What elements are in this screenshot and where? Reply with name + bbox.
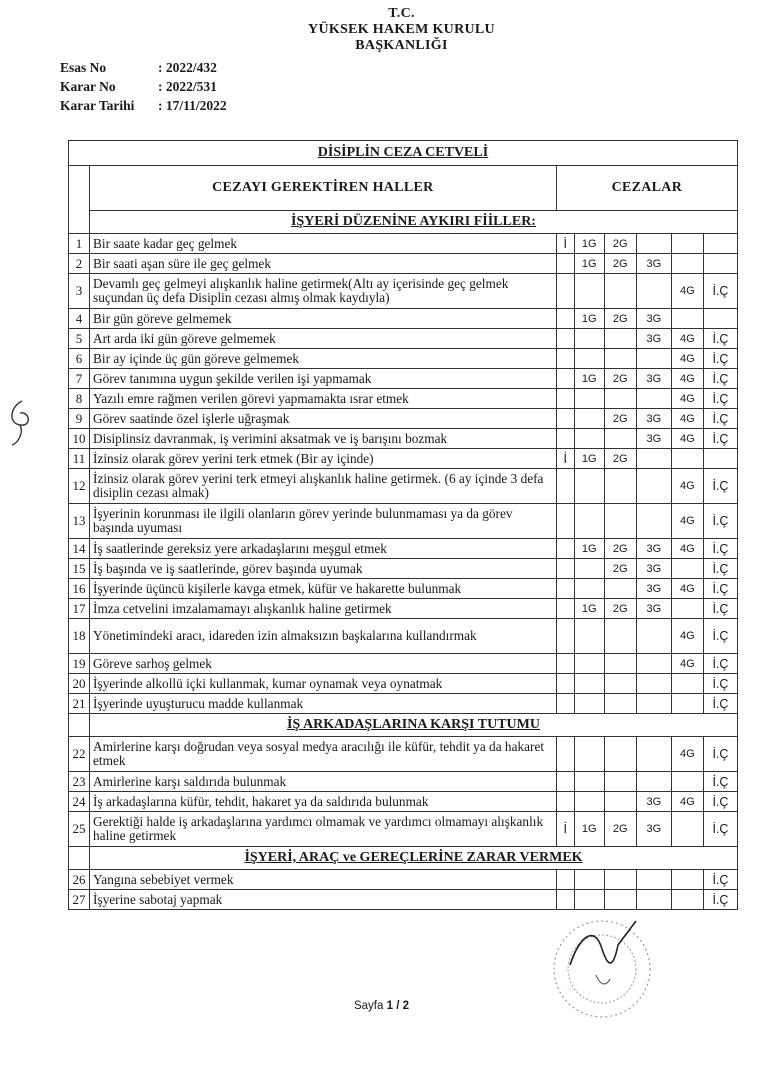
row-description: Göreve sarhoş gelmek <box>90 654 557 674</box>
penalty-cell <box>574 274 604 309</box>
row-description: Yazılı emre rağmen verilen görevi yapmamakta ısrar etmek <box>90 389 557 409</box>
penalty-cell <box>604 694 636 714</box>
penalty-cell <box>574 469 604 504</box>
table-row <box>69 274 738 309</box>
page-current: 1 <box>386 1000 393 1012</box>
row-number: 7 <box>69 369 90 389</box>
page-number <box>0 1000 763 1012</box>
column-header-cases: CEZAYI GEREKTİREN HALLER <box>90 166 557 211</box>
penalty-cell: 4G <box>671 579 703 599</box>
penalty-cell: 4G <box>671 469 703 504</box>
row-number: 1 <box>69 234 90 254</box>
penalty-cell <box>574 559 604 579</box>
section-row <box>69 714 738 737</box>
penalty-cell <box>574 619 604 654</box>
table-row <box>69 772 738 792</box>
penalty-cell <box>604 870 636 890</box>
penalty-cell <box>671 694 703 714</box>
row-description: İşyerinde uyuşturucu madde kullanmak <box>90 694 557 714</box>
penalty-cell: 1G <box>574 599 604 619</box>
row-description: Bir gün göreve gelmemek <box>90 309 557 329</box>
penalty-cell <box>556 409 574 429</box>
penalty-cell: İ.Ç <box>703 737 737 772</box>
penalty-cell: İ.Ç <box>703 599 737 619</box>
penalty-cell: 3G <box>636 409 671 429</box>
penalty-cell: İ <box>556 449 574 469</box>
section-spacer <box>69 211 90 234</box>
penalty-cell <box>556 349 574 369</box>
header-spacer <box>69 166 90 211</box>
row-number: 2 <box>69 254 90 274</box>
row-description: Bir ay içinde üç gün göreve gelmemek <box>90 349 557 369</box>
page-total: 2 <box>402 1000 410 1012</box>
penalty-cell <box>604 469 636 504</box>
penalty-cell <box>556 619 574 654</box>
penalty-cell <box>556 254 574 274</box>
table-row <box>69 539 738 559</box>
table-row <box>69 329 738 349</box>
meta-value: : 2022/432 <box>158 60 217 75</box>
table-row <box>69 674 738 694</box>
penalty-cell <box>556 674 574 694</box>
meta-karar-no <box>60 77 227 96</box>
penalty-cell: İ.Ç <box>703 559 737 579</box>
meta-label: Esas No <box>60 60 107 75</box>
penalty-cell <box>636 504 671 539</box>
penalty-cell <box>556 579 574 599</box>
row-number: 9 <box>69 409 90 429</box>
penalty-cell <box>556 469 574 504</box>
penalty-cell: 4G <box>671 389 703 409</box>
penalty-cell <box>636 737 671 772</box>
row-description: Bir saati aşan süre ile geç gelmek <box>90 254 557 274</box>
table-row <box>69 504 738 539</box>
penalty-cell <box>703 254 737 274</box>
penalty-cell: İ.Ç <box>703 619 737 654</box>
table-row <box>69 870 738 890</box>
penalty-cell <box>574 504 604 539</box>
header-line-1: T.C. <box>388 6 415 21</box>
penalty-cell: İ <box>556 234 574 254</box>
penalty-cell <box>636 469 671 504</box>
penalty-cell: 3G <box>636 369 671 389</box>
penalty-cell: İ <box>556 812 574 847</box>
penalty-cell <box>556 654 574 674</box>
penalty-cell <box>636 449 671 469</box>
penalty-cell <box>636 619 671 654</box>
penalty-cell <box>574 737 604 772</box>
row-description: Bir saate kadar geç gelmek <box>90 234 557 254</box>
penalty-cell <box>604 579 636 599</box>
page-separator: / <box>396 1000 400 1012</box>
penalty-cell: İ.Ç <box>703 674 737 694</box>
penalty-cell: 1G <box>574 449 604 469</box>
penalty-cell <box>671 254 703 274</box>
table-row <box>69 559 738 579</box>
penalty-cell <box>556 737 574 772</box>
penalty-cell: İ.Ç <box>703 369 737 389</box>
section-row <box>69 847 738 870</box>
penalty-cell <box>556 772 574 792</box>
penalty-cell: 4G <box>671 274 703 309</box>
penalty-cell <box>556 329 574 349</box>
table-title: DİSİPLİN CEZA CETVELİ <box>69 141 738 166</box>
table-row <box>69 429 738 449</box>
penalty-cell: 4G <box>671 349 703 369</box>
row-description: İzinsiz olarak görev yerini terk etmeyi alışkanlık haline getirmek. (6 ay içinde 3 defa disiplin cezası almak) <box>90 469 557 504</box>
table-row <box>69 654 738 674</box>
penalty-cell: İ.Ç <box>703 694 737 714</box>
penalty-cell <box>604 329 636 349</box>
row-description: Amirlerine karşı doğrudan veya sosyal medya aracılığı ile küfür, tehdit ya da hakaret etmek <box>90 737 557 772</box>
row-number: 11 <box>69 449 90 469</box>
row-description: İş başında ve iş saatlerinde, görev başında uyumak <box>90 559 557 579</box>
penalty-cell <box>556 539 574 559</box>
penalty-cell <box>556 369 574 389</box>
penalty-cell: İ.Ç <box>703 890 737 910</box>
header-line-2: YÜKSEK HAKEM KURULU <box>308 22 495 37</box>
meta-esas-no <box>60 58 227 77</box>
table-row <box>69 812 738 847</box>
penalty-cell <box>604 274 636 309</box>
row-description: İşyerinin korunması ile ilgili olanların görev yerinde bulunmaması ya da görev başında uyuması <box>90 504 557 539</box>
penalty-cell <box>671 812 703 847</box>
penalty-cell: 2G <box>604 449 636 469</box>
section-title: İŞYERİ, ARAÇ ve GEREÇLERİNE ZARAR VERMEK <box>90 847 738 870</box>
section-row <box>69 211 738 234</box>
penalty-cell: İ.Ç <box>703 792 737 812</box>
row-description: Amirlerine karşı saldırıda bulunmak <box>90 772 557 792</box>
row-number: 12 <box>69 469 90 504</box>
penalty-cell <box>636 234 671 254</box>
penalty-cell <box>556 309 574 329</box>
penalty-cell: 3G <box>636 559 671 579</box>
row-number: 13 <box>69 504 90 539</box>
penalty-cell: İ.Ç <box>703 469 737 504</box>
row-number: 22 <box>69 737 90 772</box>
penalty-cell: 4G <box>671 409 703 429</box>
row-number: 6 <box>69 349 90 369</box>
penalty-cell: İ.Ç <box>703 349 737 369</box>
penalty-cell: 2G <box>604 309 636 329</box>
table-row <box>69 792 738 812</box>
penalty-cell <box>556 389 574 409</box>
penalty-cell: 3G <box>636 599 671 619</box>
penalty-cell: 4G <box>671 329 703 349</box>
section-spacer <box>69 847 90 870</box>
penalty-cell <box>604 772 636 792</box>
penalty-cell: 2G <box>604 812 636 847</box>
penalty-cell: 2G <box>604 409 636 429</box>
penalty-cell <box>671 309 703 329</box>
page-label: Sayfa <box>353 1000 384 1012</box>
penalty-cell <box>556 429 574 449</box>
penalty-cell: İ.Ç <box>703 579 737 599</box>
row-number: 14 <box>69 539 90 559</box>
penalty-cell: 1G <box>574 539 604 559</box>
row-number: 26 <box>69 870 90 890</box>
row-number: 21 <box>69 694 90 714</box>
table-row <box>69 619 738 654</box>
row-description: İşyerinde üçüncü kişilerle kavga etmek, küfür ve hakarette bulunmak <box>90 579 557 599</box>
penalty-cell <box>556 694 574 714</box>
row-number: 20 <box>69 674 90 694</box>
penalty-cell <box>574 349 604 369</box>
penalty-cell <box>636 772 671 792</box>
section-title: İŞYERİ DÜZENİNE AYKIRI FİİLLER: <box>90 211 738 234</box>
penalty-cell <box>671 890 703 910</box>
header-line-3: BAŞKANLIĞI <box>355 38 448 53</box>
penalty-cell <box>604 504 636 539</box>
penalty-cell: 1G <box>574 234 604 254</box>
row-number: 4 <box>69 309 90 329</box>
meta-karar-tarihi <box>60 96 227 115</box>
penalty-cell: 4G <box>671 792 703 812</box>
meta-label: Karar Tarihi <box>60 98 135 113</box>
penalty-cell: İ.Ç <box>703 870 737 890</box>
table-row <box>69 694 738 714</box>
penalty-cell <box>604 654 636 674</box>
table-row <box>69 579 738 599</box>
penalty-cell: İ.Ç <box>703 812 737 847</box>
penalty-cell: 2G <box>604 559 636 579</box>
penalty-cell: 1G <box>574 254 604 274</box>
row-description: İzinsiz olarak görev yerini terk etmek (Bir ay içinde) <box>90 449 557 469</box>
penalty-cell <box>556 599 574 619</box>
penalty-cell <box>574 654 604 674</box>
penalty-cell: 4G <box>671 737 703 772</box>
row-description: Görev saatinde özel işlerle uğraşmak <box>90 409 557 429</box>
row-number: 3 <box>69 274 90 309</box>
penalty-cell: 3G <box>636 579 671 599</box>
row-number: 25 <box>69 812 90 847</box>
penalty-cell: 3G <box>636 429 671 449</box>
penalty-cell <box>671 870 703 890</box>
document-header <box>0 6 763 54</box>
penalty-cell <box>604 429 636 449</box>
column-header-penalties: CEZALAR <box>556 166 737 211</box>
row-number: 18 <box>69 619 90 654</box>
penalty-cell: 4G <box>671 429 703 449</box>
penalty-cell <box>556 559 574 579</box>
penalty-cell <box>574 409 604 429</box>
penalty-table <box>68 140 738 910</box>
table-row <box>69 254 738 274</box>
penalty-cell <box>574 579 604 599</box>
penalty-cell: 4G <box>671 504 703 539</box>
penalty-cell: 4G <box>671 619 703 654</box>
penalty-cell <box>703 234 737 254</box>
penalty-cell: 4G <box>671 539 703 559</box>
row-number: 17 <box>69 599 90 619</box>
penalty-cell <box>574 674 604 694</box>
penalty-cell <box>671 449 703 469</box>
penalty-cell: İ.Ç <box>703 429 737 449</box>
penalty-cell <box>574 329 604 349</box>
row-number: 5 <box>69 329 90 349</box>
table-row <box>69 469 738 504</box>
penalty-cell: İ.Ç <box>703 504 737 539</box>
penalty-cell <box>703 449 737 469</box>
penalty-cell <box>671 559 703 579</box>
row-number: 16 <box>69 579 90 599</box>
penalty-cell <box>636 389 671 409</box>
penalty-cell: İ.Ç <box>703 409 737 429</box>
meta-value: : 17/11/2022 <box>158 98 227 113</box>
penalty-cell <box>604 792 636 812</box>
meta-value: : 2022/531 <box>158 79 217 94</box>
meta-label: Karar No <box>60 79 116 94</box>
penalty-cell <box>636 349 671 369</box>
penalty-cell <box>556 792 574 812</box>
penalty-cell: 3G <box>636 254 671 274</box>
row-number: 10 <box>69 429 90 449</box>
table-row <box>69 737 738 772</box>
row-number: 8 <box>69 389 90 409</box>
handwritten-margin-mark <box>2 393 42 453</box>
penalty-cell: İ.Ç <box>703 389 737 409</box>
penalty-cell: 1G <box>574 369 604 389</box>
penalty-cell: 3G <box>636 329 671 349</box>
penalty-cell <box>703 309 737 329</box>
penalty-cell <box>604 674 636 694</box>
row-description: Görev tanımına uygun şekilde verilen işi yapmamak <box>90 369 557 389</box>
penalty-cell <box>574 772 604 792</box>
penalty-cell: 4G <box>671 654 703 674</box>
penalty-cell <box>556 870 574 890</box>
table-row <box>69 599 738 619</box>
penalty-cell <box>574 429 604 449</box>
table-row <box>69 234 738 254</box>
table-row <box>69 349 738 369</box>
row-description: Devamlı geç gelmeyi alışkanlık haline getirmek(Altı ay içerisinde geç gelmek suçundan üç defa Disiplin cezası almış olmak kaydıyla) <box>90 274 557 309</box>
penalty-cell <box>574 870 604 890</box>
row-number: 27 <box>69 890 90 910</box>
penalty-cell <box>574 792 604 812</box>
section-title: İŞ ARKADAŞLARINA KARŞI TUTUMU <box>90 714 738 737</box>
penalty-cell <box>604 619 636 654</box>
penalty-cell: 1G <box>574 812 604 847</box>
table-row <box>69 449 738 469</box>
penalty-cell: 2G <box>604 369 636 389</box>
penalty-cell: İ.Ç <box>703 772 737 792</box>
penalty-cell: 2G <box>604 539 636 559</box>
penalty-cell <box>604 349 636 369</box>
penalty-cell: 3G <box>636 309 671 329</box>
row-description: İşyerine sabotaj yapmak <box>90 890 557 910</box>
table-row <box>69 309 738 329</box>
penalty-cell: İ.Ç <box>703 274 737 309</box>
row-description: Yangına sebebiyet vermek <box>90 870 557 890</box>
penalty-cell <box>636 654 671 674</box>
case-meta <box>60 58 227 115</box>
row-description: İmza cetvelini imzalamamayı alışkanlık haline getirmek <box>90 599 557 619</box>
row-number: 15 <box>69 559 90 579</box>
penalty-cell <box>604 737 636 772</box>
penalty-cell <box>671 772 703 792</box>
row-number: 23 <box>69 772 90 792</box>
row-description: Gerektiği halde iş arkadaşlarına yardımcı olmamak ve yardımcı olmamayı alışkanlık haline getirmek <box>90 812 557 847</box>
table-row <box>69 409 738 429</box>
row-number: 24 <box>69 792 90 812</box>
table-title-row <box>69 141 738 166</box>
penalty-cell <box>671 674 703 694</box>
row-description: İş arkadaşlarına küfür, tehdit, hakaret ya da saldırıda bulunmak <box>90 792 557 812</box>
penalty-cell <box>636 694 671 714</box>
penalty-cell: İ.Ç <box>703 329 737 349</box>
row-description: İşyerinde alkollü içki kullanmak, kumar oynamak veya oynatmak <box>90 674 557 694</box>
penalty-cell: 3G <box>636 812 671 847</box>
penalty-cell: 2G <box>604 254 636 274</box>
row-description: İş saatlerinde gereksiz yere arkadaşlarını meşgul etmek <box>90 539 557 559</box>
table-header-row <box>69 166 738 211</box>
penalty-cell <box>636 870 671 890</box>
penalty-cell: 2G <box>604 234 636 254</box>
penalty-cell <box>604 389 636 409</box>
penalty-cell <box>574 389 604 409</box>
penalty-cell <box>556 504 574 539</box>
penalty-cell: 1G <box>574 309 604 329</box>
row-description: Yönetimindeki aracı, idareden izin almaksızın başkalarına kullandırmak <box>90 619 557 654</box>
penalty-cell <box>556 274 574 309</box>
table-row <box>69 369 738 389</box>
penalty-cell <box>636 674 671 694</box>
row-number: 19 <box>69 654 90 674</box>
penalty-cell: 3G <box>636 792 671 812</box>
table-row <box>69 389 738 409</box>
penalty-cell: İ.Ç <box>703 654 737 674</box>
penalty-cell: İ.Ç <box>703 539 737 559</box>
penalty-cell <box>671 234 703 254</box>
row-description: Disiplinsiz davranmak, iş verimini aksatmak ve iş barışını bozmak <box>90 429 557 449</box>
section-spacer <box>69 714 90 737</box>
row-description: Art arda iki gün göreve gelmemek <box>90 329 557 349</box>
penalty-cell: 4G <box>671 369 703 389</box>
penalty-cell <box>574 694 604 714</box>
penalty-cell <box>636 274 671 309</box>
penalty-cell <box>671 599 703 619</box>
penalty-cell: 2G <box>604 599 636 619</box>
penalty-cell: 3G <box>636 539 671 559</box>
